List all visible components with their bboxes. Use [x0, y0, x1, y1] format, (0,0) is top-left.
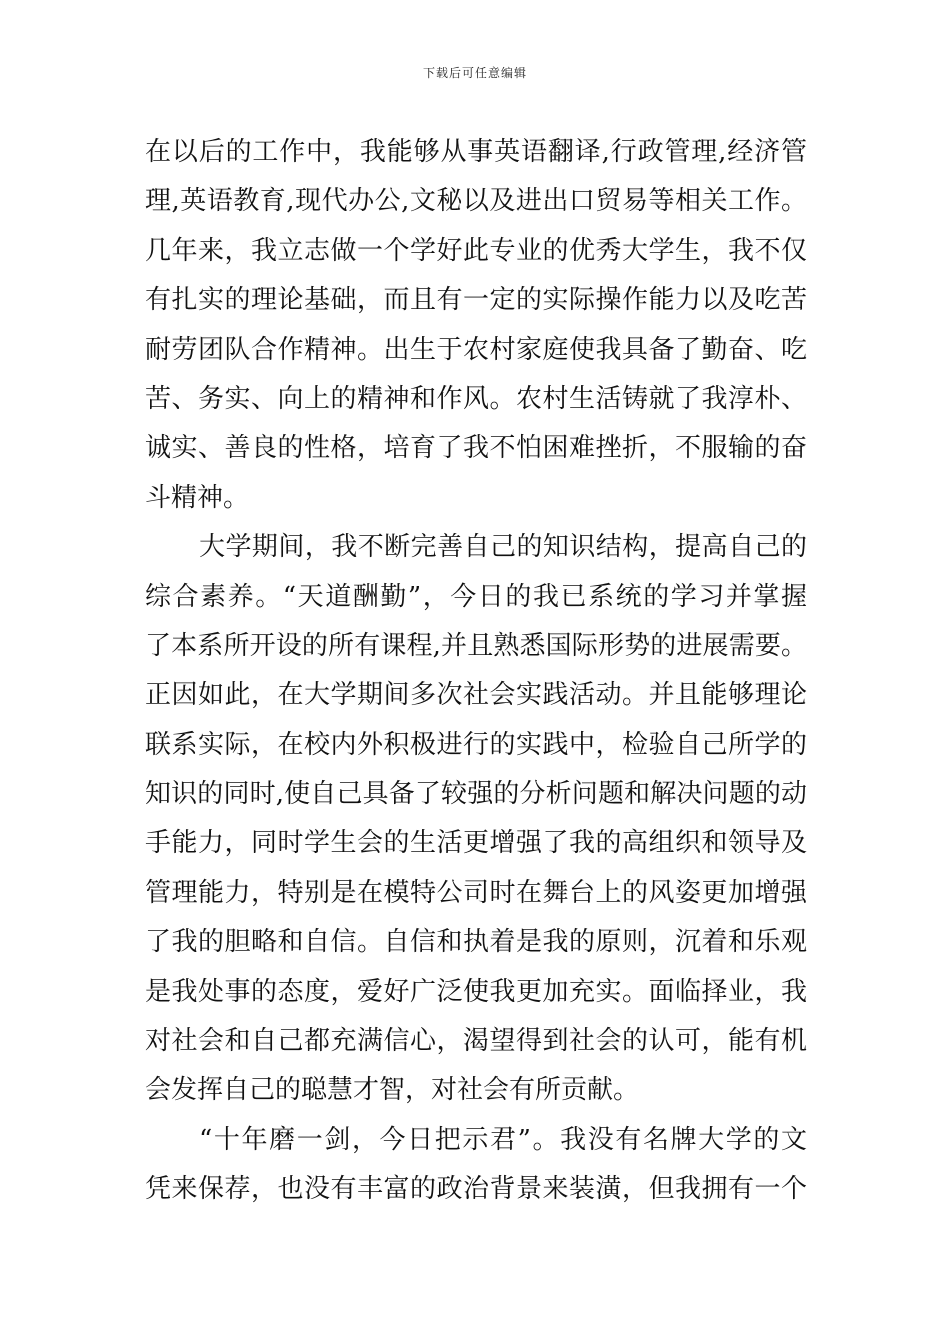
paragraph-start-line: 大学期间，我不断完善自己的知识结构，提高自己的 [199, 532, 807, 563]
text-line: 对社会和自己都充满信心，渴望得到社会的认可，能有机 [145, 1026, 807, 1057]
text-line: 几年来，我立志做一个学好此专业的优秀大学生，我不仅 [145, 235, 807, 266]
text-line: 知识的同时,使自己具备了较强的分析问题和解决问题的动 [145, 779, 807, 810]
paragraph-start-line: “十年磨一剑，今日把示君”。我没有名牌大学的文 [199, 1124, 807, 1155]
text-line: 综合素养。“天道酬勤”，今日的我已系统的学习并掌握 [145, 581, 807, 612]
text-line: 了本系所开设的所有课程,并且熟悉国际形势的进展需要。 [145, 630, 807, 661]
text-line: 有扎实的理论基础，而且有一定的实际操作能力以及吃苦 [145, 285, 807, 316]
text-line: 苦、务实、向上的精神和作风。农村生活铸就了我淳朴、 [145, 383, 807, 414]
page-header-note: 下载后可任意编辑 [422, 66, 527, 80]
text-line: 会发挥自己的聪慧才智，对社会有所贡献。 [145, 1075, 640, 1106]
text-line: 理,英语教育,现代办公,文秘以及进出口贸易等相关工作。 [145, 186, 807, 217]
text-line: 联系实际，在校内外积极进行的实践中，检验自己所学的 [145, 729, 807, 760]
text-line: 了我的胆略和自信。自信和执着是我的原则，沉着和乐观 [145, 927, 807, 958]
text-line: 耐劳团队合作精神。出生于农村家庭使我具备了勤奋、吃 [145, 334, 807, 365]
text-line: 在以后的工作中，我能够从事英语翻译,行政管理,经济管 [145, 137, 807, 167]
text-line: 凭来保荐，也没有丰富的政治背景来装潢，但我拥有一个 [145, 1174, 807, 1205]
document-body [145, 128, 807, 1215]
text-line: 诚实、善良的性格，培育了我不怕困难挫折，不服输的奋 [145, 433, 807, 464]
text-line: 是我处事的态度，爱好广泛使我更加充实。面临择业，我 [145, 976, 807, 1007]
text-line: 管理能力，特别是在模特公司时在舞台上的风姿更加增强 [145, 877, 807, 908]
text-line: 正因如此，在大学期间多次社会实践活动。并且能够理论 [145, 680, 807, 711]
text-line: 斗精神。 [145, 482, 250, 513]
text-line: 手能力，同时学生会的生活更增强了我的高组织和领导及 [145, 828, 807, 859]
